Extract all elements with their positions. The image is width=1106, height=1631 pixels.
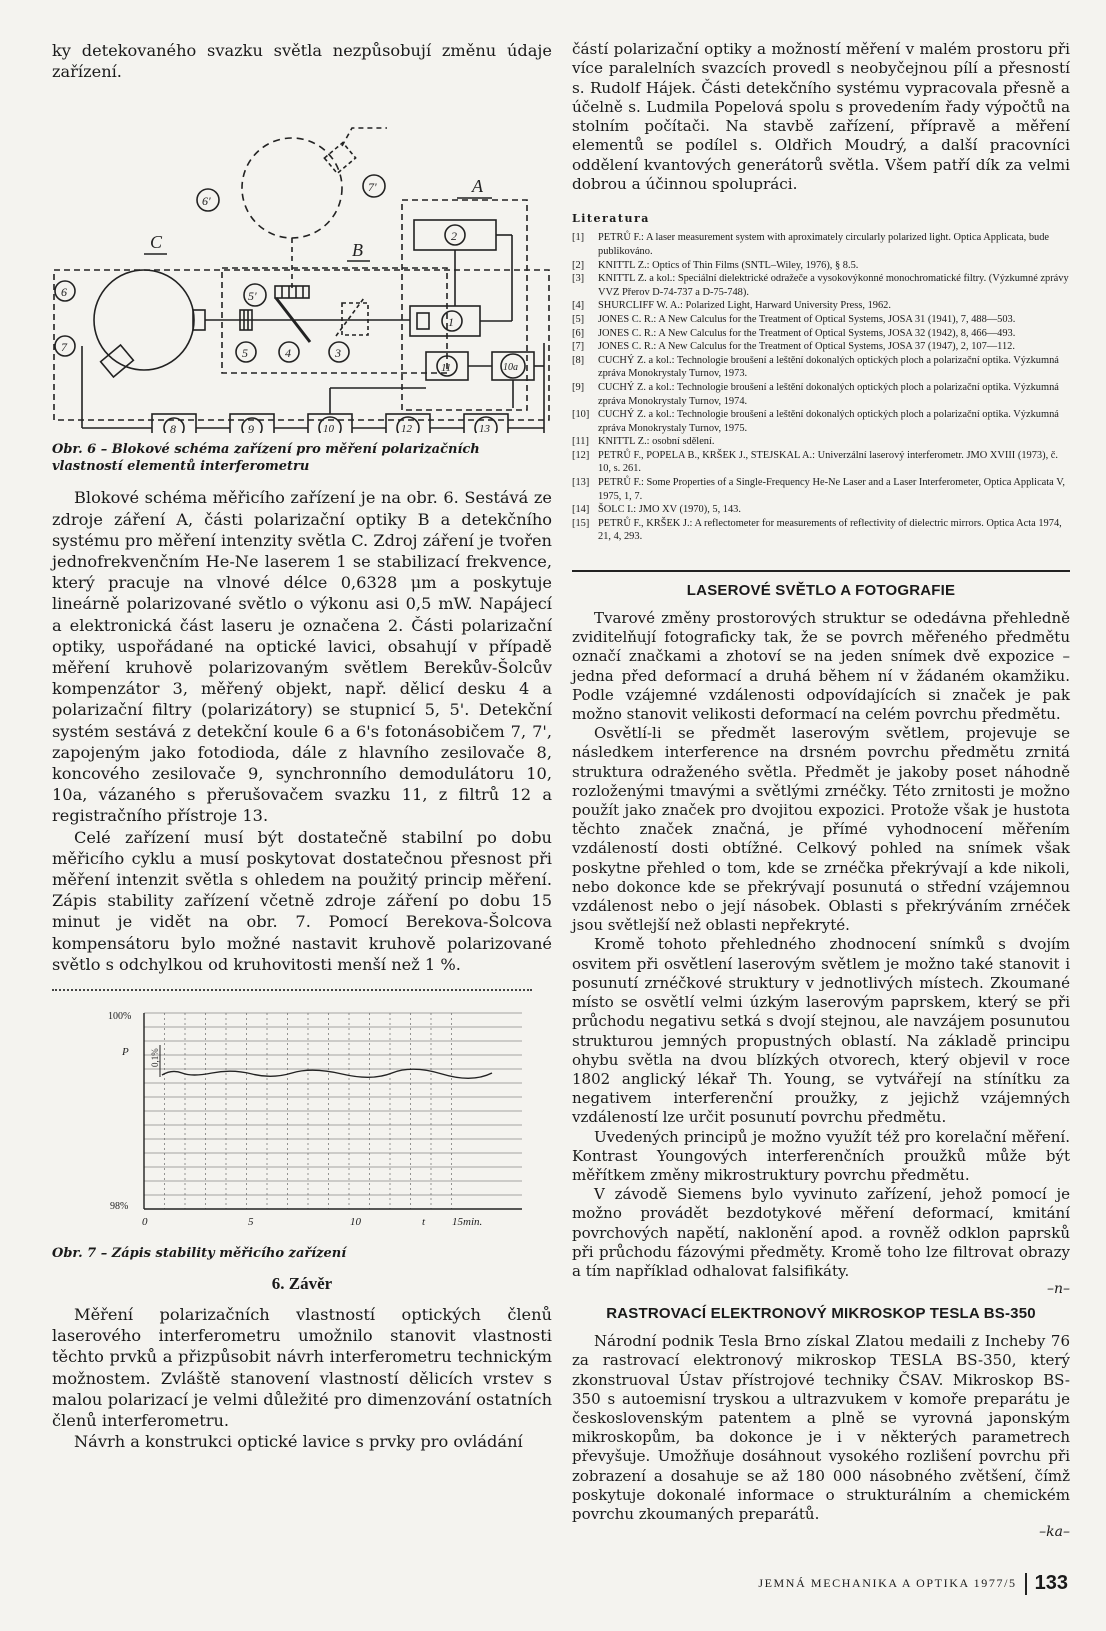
reference-item xyxy=(572,259,1070,273)
label-12: 12 xyxy=(401,423,412,434)
t-axis-label: t xyxy=(422,1216,426,1229)
microscope-signature: –ka– xyxy=(1039,1524,1070,1541)
reference-text: CUCHÝ Z. a kol.: Technologie broušení a leštění dokonalých optických ploch a polarizační optika. Výzkumná zpráva Monokrystaly Turnov, 1974. xyxy=(598,381,1059,407)
x-tick-0: 0 xyxy=(142,1216,148,1229)
laser-paragraph-2: Osvětlí-li se předmět laserovým světlem, projevuje se následkem interference na drsném povrchu předmětu zrnitá struktura odraženého světla. Předmět je jakoby poset náhodně rozloženými tmavými a světlými zrnéčky. Této zrnitosti je možno použít jako značek pro dvojitou expozici. Protože však je hustota těchto značek značná, je přímé vyhodnocení měřením vzdáleností dosti obtížné. Celkový pohled na snímek však poskytne přehled o tom, kde se zrnéčka překrývají a kde nikoli, nebo dokonce kde se překrývají posunutá o střední vzájemnou vzdálenost nebo o její násobek. Oblasti s překrýváním zrnéček jsou světlejší než oblasti nepřekryté. xyxy=(572,724,1070,935)
reference-number: [12] xyxy=(572,449,590,461)
reference-number: [8] xyxy=(572,354,585,366)
reference-text: ŠOLC I.: JMO XV (1970), 5, 143. xyxy=(598,504,741,516)
journal-name: JEMNÁ MECHANIKA A OPTIKA 1977/5 xyxy=(758,1576,1017,1590)
reference-number: [11] xyxy=(572,436,589,448)
reference-item xyxy=(572,340,1070,354)
reference-item xyxy=(572,381,1070,408)
reference-number: [13] xyxy=(572,477,590,489)
reference-number: [3] xyxy=(572,273,585,285)
laser-paragraph-1: Tvarové změny prostorových struktur se odedávna přehledně zviditelňují fotograficky tak, že se povrch měřeného předmětu označí značkami a zhotoví se na jeden snímek dvě expozice – jedna před deformací a druhá během ní v žádaném okamžiku. Podle vzájemné vzdálenosti odpovídajících si značek je pak možno stanovit velikosti deformací na celém povrchu předmětu. xyxy=(572,609,1070,724)
laser-signature: –n– xyxy=(1046,1281,1070,1298)
reference-item xyxy=(572,313,1070,327)
article-title-laser: LASEROVÉ SVĚTLO A FOTOGRAFIE xyxy=(686,582,956,600)
reference-item xyxy=(572,272,1070,299)
reference-text: PETRŮ F.: A laser measurement system with aproximately circularly polarized light. Optica Applicata, bude publikováno. xyxy=(598,232,1050,257)
reference-text: PETRŮ F., KRŠEK J.: A reflectometer for measurements of reflectivity of dielectric mirrors. Optica Acta 1974, 21, 4, 293. xyxy=(598,517,1062,543)
reference-number: [15] xyxy=(572,517,590,529)
reference-text: JONES C. R.: A New Calculus for the Treatment of Optical Systems, JOSA 31 (1941), 7, 488—503. xyxy=(598,313,1016,325)
label-a: A xyxy=(472,176,483,197)
reference-number: [14] xyxy=(572,504,590,516)
page-footer xyxy=(758,1572,1068,1595)
reference-text: KNITTL Z.: Optics of Thin Films (SNTL–Wiley, 1976), § 8.5. xyxy=(598,259,859,271)
label-8: 8 xyxy=(170,422,176,434)
scale-note: 0,1% xyxy=(150,1048,160,1068)
reference-item xyxy=(572,435,1070,449)
label-9: 9 xyxy=(248,422,254,434)
figure-6 xyxy=(52,88,552,475)
reference-item xyxy=(572,327,1070,341)
reference-number: [4] xyxy=(572,300,585,312)
reference-text: SHURCLIFF W. A.: Polarized Light, Harward University Press, 1962. xyxy=(598,300,891,312)
x-tick-10: 10 xyxy=(350,1216,361,1229)
label-10: 10 xyxy=(323,423,334,434)
acknowledgement-text: částí polarizační optiky a možností měření v malém prostoru při více paralelních svazcích provedl s neobyčejnou pílí a přesností s. Rudolf Hájek. Části detekčního systému vypracovala přesně a účelně s. Ludmila Popelová spolu s provedením řady výpočtů na stolním počítači. Na stavbě zařízení, přípravě a měření elementů se podílel s. Oldřich Moudrý, a další pracovníci oddělení kvantových generátorů světla. Všem patří dík za velmi dobrou a účinnou spolupráci. xyxy=(572,40,1070,194)
reference-item xyxy=(572,231,1070,258)
reference-text: PETRŮ F.: Some Properties of a Single-Frequency He-Ne Laser and a Laser Interferometer, Optica Applicata V, 1975, 1, 7. xyxy=(598,477,1065,502)
figure-7-caption: Obr. 7 – Zápis stability měřicího zařízení xyxy=(52,1246,347,1262)
y-top-label: 100% xyxy=(108,1011,132,1023)
page-number: 133 xyxy=(1034,1572,1068,1594)
figure-7 xyxy=(52,989,552,1262)
label-4: 4 xyxy=(285,346,291,361)
label-13: 13 xyxy=(479,423,490,434)
reference-text: CUCHÝ Z. a kol.: Technologie broušení a leštění dokonalých optických ploch a polarizační optika. Výzkumná zpráva Monokrystaly Turnov, 1975. xyxy=(598,409,1059,434)
label-7-prime: 7' xyxy=(368,180,377,195)
left-column xyxy=(52,40,552,1453)
x-tick-5: 5 xyxy=(248,1216,254,1229)
sphere-6-prime xyxy=(242,138,342,238)
reference-item xyxy=(572,408,1070,435)
reference-item xyxy=(572,517,1070,544)
body-paragraph-2: Celé zařízení musí být dostatečně stabilní po dobu měřicího cyklu a musí poskytovat dostatečnou přesnost při měření intenzit světla s ohledem na použitý princip měření. Zápis stability zařízení včetně zdroje záření po dobu 15 minut je vidět na obr. 7. Pomocí Berekova-Šolcova kompensátoru bylo možné nastavit kruhově polarizované světlo s odchylkou od kruhovitosti menší než 1 %. xyxy=(52,827,552,974)
region-c-boundary xyxy=(54,270,549,420)
label-5: 5 xyxy=(242,346,248,361)
label-2: 2 xyxy=(451,229,457,244)
reference-text: CUCHÝ Z. a kol.: Technologie broušení a leštění dokonalých optických ploch a polarizační optika. Výzkumná zpráva Monokrystaly Turnov, 1973. xyxy=(598,354,1059,380)
reference-text: JONES C. R.: A New Calculus for the Treatment of Optical Systems, JOSA 37 (1947), 2, 107—112. xyxy=(598,341,1015,353)
label-1: 1 xyxy=(448,315,454,330)
y-bottom-label: 98% xyxy=(110,1201,129,1213)
label-6-prime: 6' xyxy=(202,194,211,209)
laser-1 xyxy=(410,306,480,336)
body-paragraph-1: Blokové schéma měřicího zařízení je na obr. 6. Sestává ze zdroje záření A, části polarizační optiky B a detekčního systému pro měření intenzity světla C. Zdroj záření je tvořen jednofrekvenčním He-Ne laserem 1 se stabilizací frekvence, který pracuje na vlnové délce 0,6328 μm a poskytuje lineárně polarizované světlo o výkonu asi 0,5 mW. Napájecí a elektronická část laseru je označena 2. Části polarizační optiky, uspořádané na optické lavici, obsahují v případě měření kruhově polarizovaným světlem Berekův-Šolcův kompenzátor 3, měřený objekt, např. dělicí desku 4 a polarizační filtry (polarizátory) se stupnicí 5, 5'. Detekční systém sestává z detekční koule 6 a 6's fotonásobičem 7, 7', zapojeným jako fotodioda, dále z hlavního zesilovače 8, koncového zesilovače 9, synchronního demodulátoru 10, 10a, vázaného s přerušovačem svazku 11, z filtrů 12 a registračního přístroje 13. xyxy=(52,488,552,826)
right-column xyxy=(572,40,1070,1540)
photomultiplier-7-prime xyxy=(324,143,355,174)
literature-heading: Literatura xyxy=(572,212,650,226)
reference-text: PETRŮ F., POPELA B., KRŠEK J., STEJSKAL A.: Univerzální laserový interferometr. JMO XVIII (1973), č. 10, s. 261. xyxy=(598,449,1058,475)
reference-number: [10] xyxy=(572,409,590,421)
sphere-port xyxy=(193,310,205,330)
footer-divider xyxy=(1025,1573,1027,1595)
label-5-prime: 5' xyxy=(248,289,257,304)
reference-item xyxy=(572,476,1070,503)
block-diagram xyxy=(52,88,552,433)
reference-item xyxy=(572,354,1070,381)
reference-number: [7] xyxy=(572,341,585,353)
label-11: 11 xyxy=(441,362,452,375)
label-6: 6 xyxy=(61,285,67,300)
body-paragraph-4: Návrh a konstrukci optické lavice s prvky pro ovládání xyxy=(74,1432,523,1452)
stability-chart xyxy=(52,997,552,1237)
reference-number: [1] xyxy=(572,232,585,244)
p-axis-label: P xyxy=(122,1046,129,1059)
reference-item xyxy=(572,299,1070,313)
section-title-conclusion: 6. Závěr xyxy=(271,1274,333,1294)
reference-list xyxy=(572,231,1070,544)
photomultiplier-7 xyxy=(101,345,134,377)
reference-item xyxy=(572,449,1070,476)
x-tick-15: 15min. xyxy=(452,1216,483,1229)
label-b: B xyxy=(352,240,363,261)
label-3: 3 xyxy=(335,346,341,361)
label-7: 7 xyxy=(61,340,67,355)
reference-number: [2] xyxy=(572,259,585,271)
reference-number: [5] xyxy=(572,313,585,325)
section-divider xyxy=(572,570,1070,572)
reference-text: KNITTL Z. a kol.: Speciální dielektrické odražeče a vysokovýkonné monochromatické filtry. (Výzkumné zprávy VVZ Přerov D-74-737 a D-75-748). xyxy=(598,273,1069,298)
body-paragraph-3: Měření polarizačních vlastností optických členů laserového interferometru umožnilo stanovit vlastnosti těchto prvků a přizpůsobit návrh interferometru technickým možnostem. Zvláště stanovení vlastností dělicích vrstev s malou polarizací je velmi důležité pro dimenzování ostatních členů interferometru. xyxy=(52,1305,552,1431)
reference-text: JONES C. R.: A New Calculus for the Treatment of Optical Systems, JOSA 32 (1942), 8, 466—493. xyxy=(598,327,1016,339)
laser-paragraph-5: V závodě Siemens bylo vyvinuto zařízení, jehož pomocí je možno provádět bezdotykové měření deformací, kmitání povrchových napětí, naklonění apod. a rovněž odklon paprsků při průchodu fázovými předměty. Kromě toho lze filtrovat obrazy a tím například odhalovat falsifikáty. xyxy=(572,1185,1070,1280)
stability-trace xyxy=(162,1069,492,1078)
figure-6-caption: Obr. 6 – Blokové schéma zařízení pro měření polarizačních vlastností elementů interferometru xyxy=(52,442,480,475)
reference-text: KNITTL Z.: osobní sdělení. xyxy=(598,436,715,448)
intro-text: ky detekovaného svazku světla nezpůsobují změnu údaje zařízení. xyxy=(52,41,552,82)
label-10a: 10a xyxy=(503,362,518,374)
label-c: C xyxy=(150,232,163,253)
compensator-3 xyxy=(342,303,368,335)
reference-number: [9] xyxy=(572,381,585,393)
article-title-microscope: RASTROVACÍ ELEKTRONOVÝ MIKROSKOP TESLA BS-350 xyxy=(606,1305,1036,1323)
reference-number: [6] xyxy=(572,327,585,339)
laser-paragraph-3: Kromě tohoto přehledného zhodnocení snímků s dvojím osvitem při osvětlení laserovým světlem je možno také stanovit i posunutí zrnéčkové struktury v jednotlivých místech. Zkoumané místo se osvětlí velmi úzkým laserovým paprskem, který se při průchodu negativu setká s dvojí stejnou, ale navzájem posunutou strukturou jemných propustných oblastí. Na základě principu ohybu světla na dvou blízkých otvorech, který objevil v roce 1802 anglický lékař Th. Young, se vytvářejí na stínítku za negativem interferenční proužky, z jejichž vzájemných vzdáleností lze určit posunutí povrchu předmětu. xyxy=(572,935,1070,1127)
reference-item xyxy=(572,503,1070,517)
microscope-paragraph-1: Národní podnik Tesla Brno získal Zlatou medaili z Incheby 76 za rastrovací elektronový mikroskop TESLA BS-350, který zkonstruoval Ústav přístrojové techniky ČSAV. Mikroskop BS-350 s autoemisní tryskou a ultrazvukem v komoře preparátu je československým patentem a plně se vyrovná japonským mikroskopům, ba dokonce je i v některých parametrech převyšuje. Umožňuje dosáhnout vysokého rozlišení povrchu při zobrazení a dosahuje se až 180 000 násobného zvětšení, čímž poskytuje dokonalé informace o strukturálním a chemickém povrchu zkoumaných preparátů. xyxy=(572,1332,1070,1523)
laser-paragraph-4: Uvedených principů je možno využít též pro korelační měření. Kontrast Youngových interferenčních proužků může být měřítkem změny mikrostruktury povrchu předmětu. xyxy=(572,1127,1070,1184)
